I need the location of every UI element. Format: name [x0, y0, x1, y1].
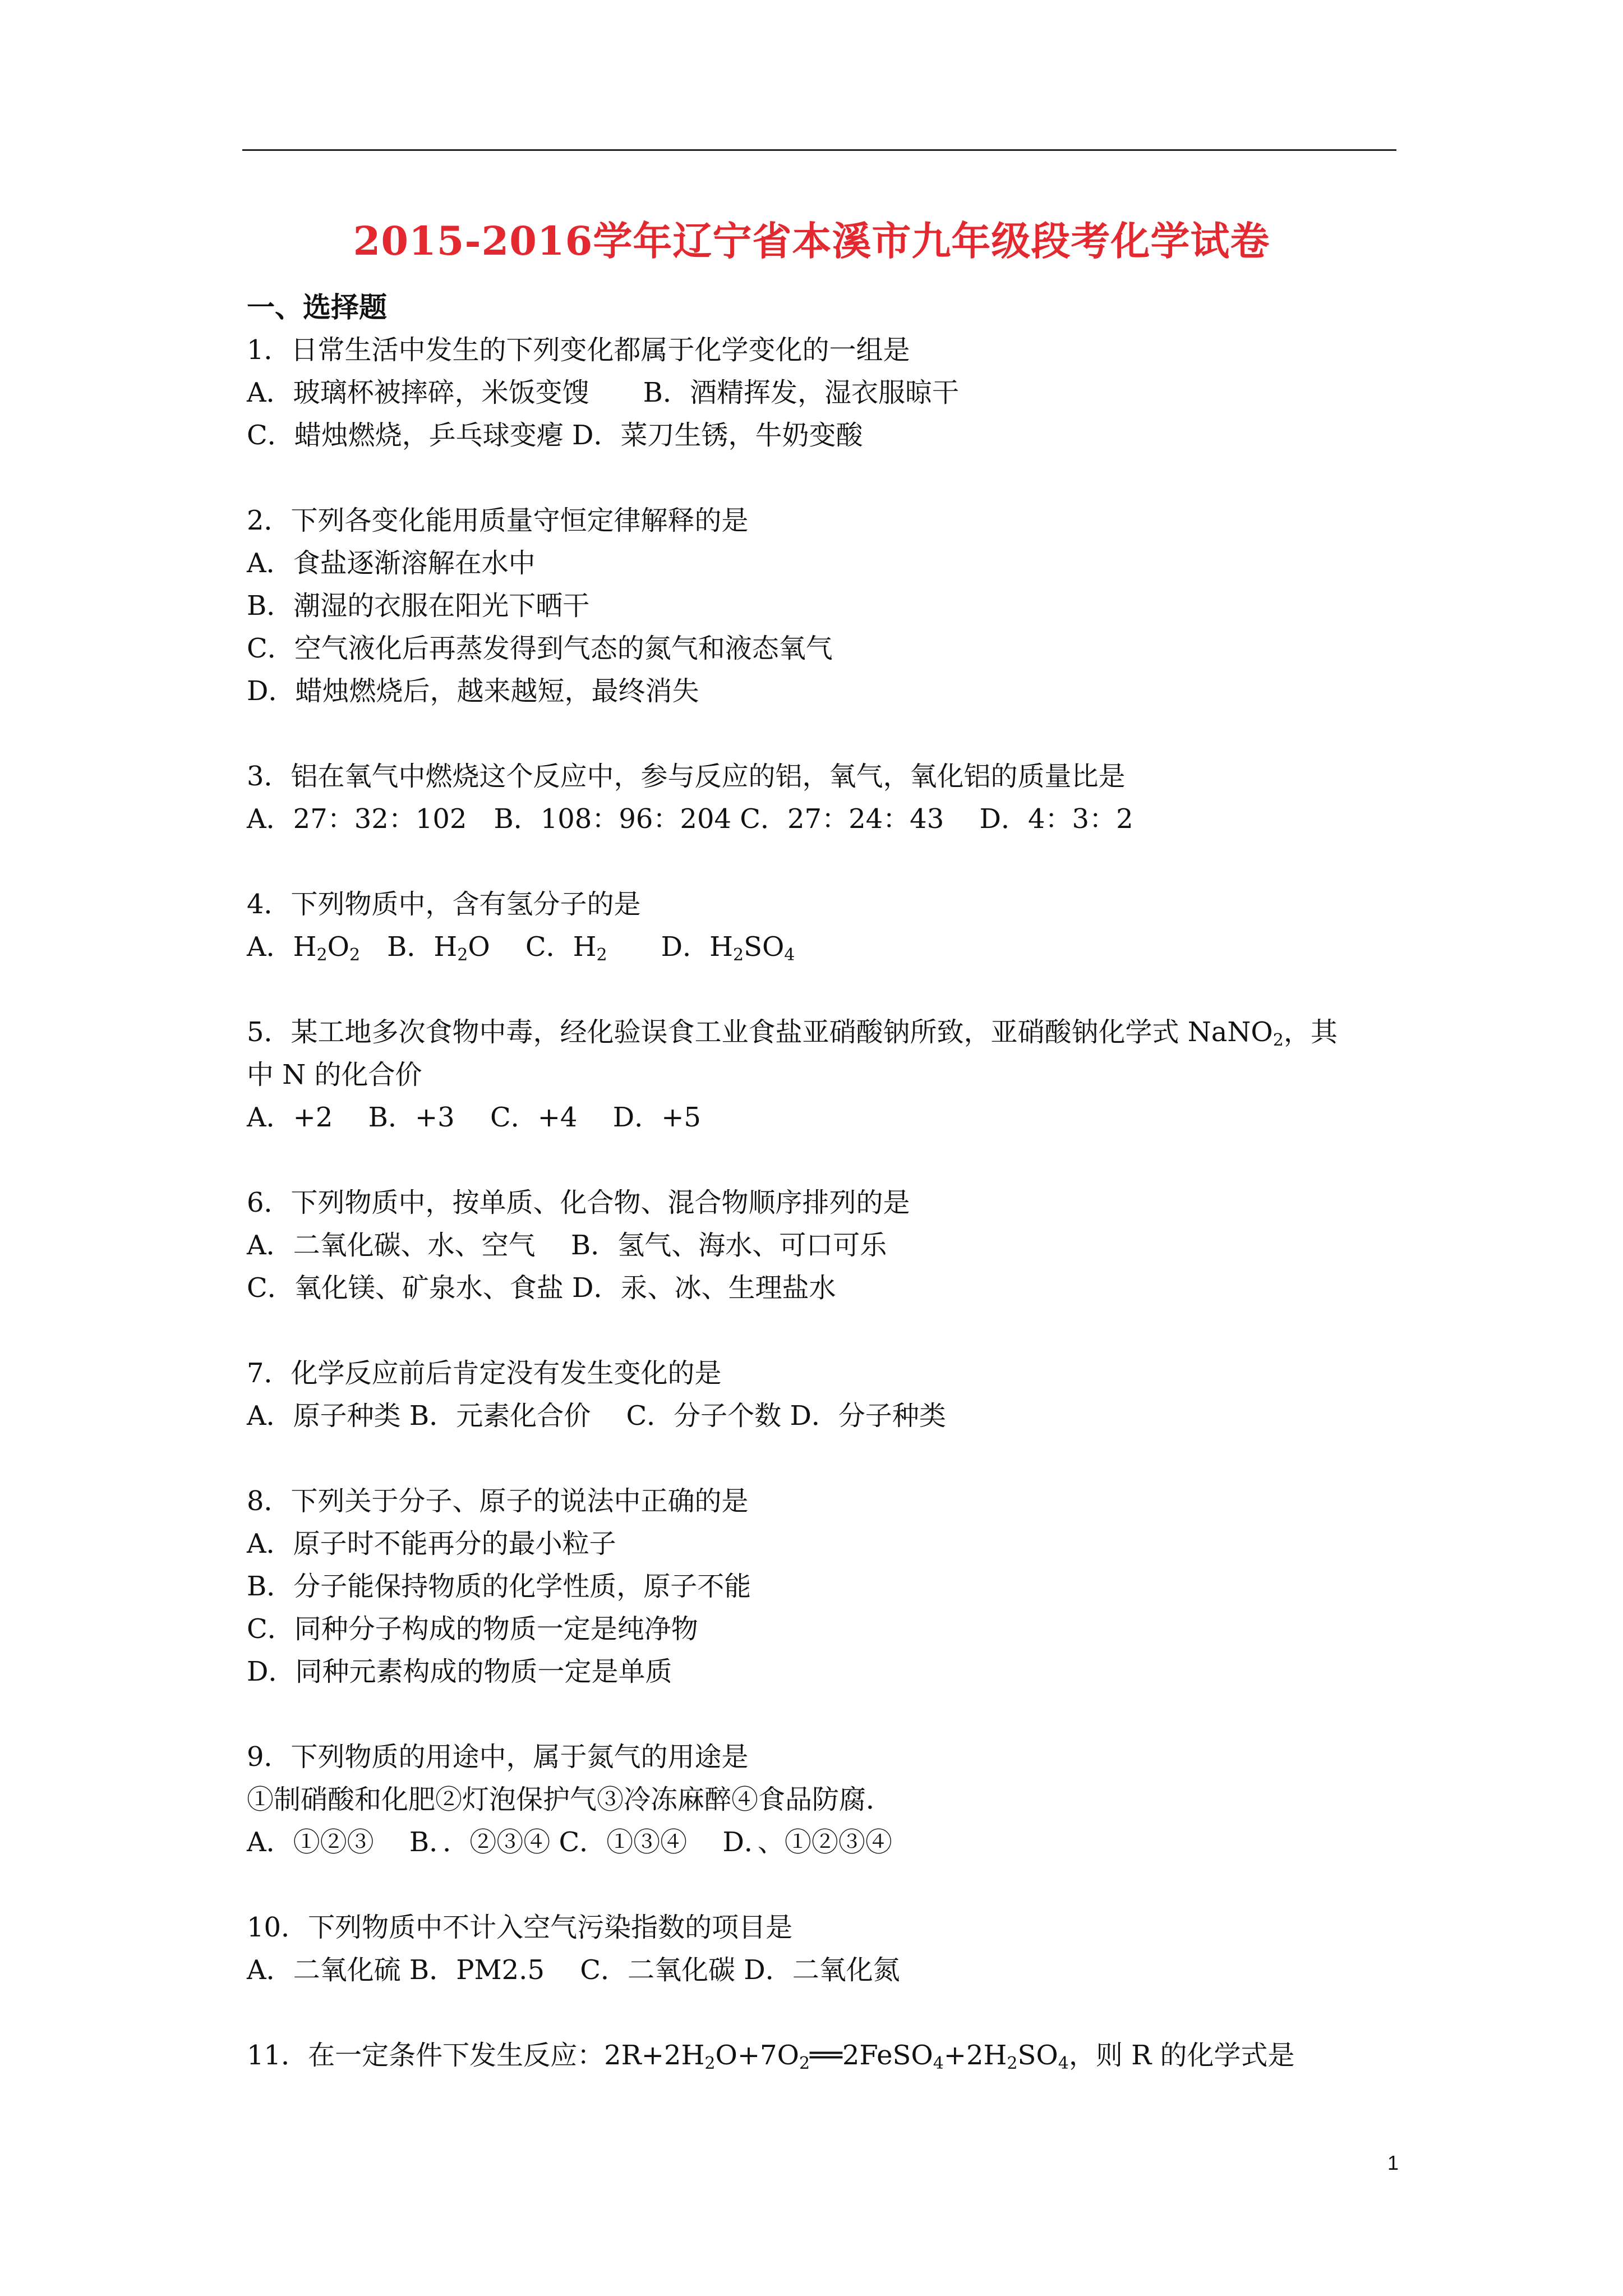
section-heading: 一、选择题: [247, 291, 387, 324]
option-line: A．27：32：102 B．108：96：204 C．27：24：43 D．4：3：2: [247, 803, 1133, 835]
formula-text: D．H: [607, 931, 733, 963]
formula-text: B．H: [360, 931, 458, 963]
question-7: [247, 1352, 1402, 1437]
page-number: 1: [1387, 2151, 1399, 2174]
option-line: B．潮湿的衣服在阳光下晒干: [247, 590, 590, 622]
subscript: 4: [1058, 2054, 1069, 2073]
question-stem: 6．下列物质中，按单质、化合物、混合物顺序排列的是: [247, 1187, 910, 1218]
subscript: 2: [1007, 2054, 1018, 2073]
stem-text: ，其: [1283, 1016, 1338, 1048]
option-line: ①制硝酸和化肥②灯泡保护气③冷冻麻醉④食品防腐．: [247, 1784, 893, 1815]
option-line: A．二氧化硫 B．PM2.5 C．二氧化碳 D．二氧化氮: [247, 1954, 900, 1986]
question-stem: [247, 1011, 1402, 1053]
subscript: 2: [732, 945, 744, 965]
formula-text: SO: [1017, 2040, 1058, 2071]
question-stem: [247, 2034, 1402, 2077]
option-line: [247, 926, 1402, 968]
question-11: [247, 2034, 1402, 2077]
option-line: A．①②③ B．．②③④ C．①③④ D．、①②③④: [247, 1826, 892, 1858]
question-10: [247, 1906, 1402, 1991]
subscript: 2: [1272, 1030, 1284, 1050]
question-stem: 10．下列物质中不计入空气污染指数的项目是: [247, 1912, 793, 1943]
option-line: C．空气液化后再蒸发得到气态的氮气和液态氧气: [247, 633, 833, 664]
formula-text: 11．在一定条件下发生反应：2R+2H: [247, 2040, 705, 2071]
question-4: [247, 883, 1402, 968]
formula-text: A．H: [247, 931, 317, 963]
subscript: 2: [799, 2054, 810, 2073]
formula-text: +2H: [943, 2040, 1007, 2071]
option-line: B．分子能保持物质的化学性质，原子不能: [247, 1571, 751, 1602]
formula-text: O C．H: [468, 931, 597, 963]
question-stem: 2．下列各变化能用质量守恒定律解释的是: [247, 505, 749, 536]
header-rule: [242, 149, 1396, 151]
option-line: A．玻璃杯被摔碎，米饭变馊 B．酒精挥发，湿衣服晾干: [247, 377, 959, 408]
question-stem: 3．铝在氧气中燃烧这个反应中，参与反应的铝，氧气，氧化铝的质量比是: [247, 761, 1126, 792]
document-body: [247, 286, 1402, 2077]
option-line: C．同种分子构成的物质一定是纯净物: [247, 1613, 698, 1645]
question-stem: 9．下列物质的用途中，属于氮气的用途是: [247, 1741, 749, 1773]
question-stem: 4．下列物质中，含有氢分子的是: [247, 889, 641, 920]
question-3: [247, 755, 1402, 840]
option-line: A．+2 B．+3 C．+4 D．+5: [247, 1102, 701, 1133]
option-line: A．食盐逐渐溶解在水中: [247, 547, 536, 579]
option-line: C．氧化镁、矿泉水、食盐 D．汞、冰、生理盐水: [247, 1272, 836, 1304]
question-stem-continued: 中 N 的化合价: [247, 1059, 422, 1091]
question-stem: 8．下列关于分子、原子的说法中正确的是: [247, 1485, 749, 1517]
subscript: 2: [704, 2054, 716, 2073]
question-1: [247, 329, 1402, 457]
subscript: 2: [457, 945, 468, 965]
question-9: [247, 1736, 1402, 1864]
option-line: A．原子时不能再分的最小粒子: [247, 1528, 616, 1559]
question-8: [247, 1480, 1402, 1693]
question-stem: 1．日常生活中发生的下列变化都属于化学变化的一组是: [247, 334, 910, 366]
question-stem: 7．化学反应前后肯定没有发生变化的是: [247, 1358, 722, 1389]
question-2: [247, 499, 1402, 712]
formula-text: O+7O: [715, 2040, 799, 2071]
option-line: D．蜡烛燃烧后，越来越短，最终消失: [247, 675, 699, 707]
option-line: A．原子种类 B．元素化合价 C．分子个数 D．分子种类: [247, 1400, 946, 1432]
question-5: [247, 1011, 1402, 1139]
formula-text: SO: [744, 931, 785, 963]
option-line: D．同种元素构成的物质一定是单质: [247, 1656, 672, 1687]
option-line: C．蜡烛燃烧，乒乓球变瘪 D．菜刀生锈，牛奶变酸: [247, 420, 863, 451]
stem-text: 5．某工地多次食物中毒，经化验误食工业食盐亚硝酸钠所致，亚硝酸钠化学式 NaNO: [247, 1016, 1273, 1048]
subscript: 2: [316, 945, 328, 965]
formula-text: ，则 R 的化学式是: [1068, 2040, 1295, 2071]
question-6: [247, 1181, 1402, 1309]
option-line: A．二氧化碳、水、空气 B．氢气、海水、可口可乐: [247, 1230, 887, 1261]
subscript: 4: [933, 2054, 944, 2073]
subscript: 2: [596, 945, 607, 965]
document-title: 2015-2016学年辽宁省本溪市九年级段考化学试卷: [353, 218, 1270, 264]
formula-text: O: [327, 931, 349, 963]
subscript: 2: [349, 945, 361, 965]
subscript: 4: [784, 945, 795, 965]
formula-text: ══2FeSO: [810, 2040, 933, 2071]
